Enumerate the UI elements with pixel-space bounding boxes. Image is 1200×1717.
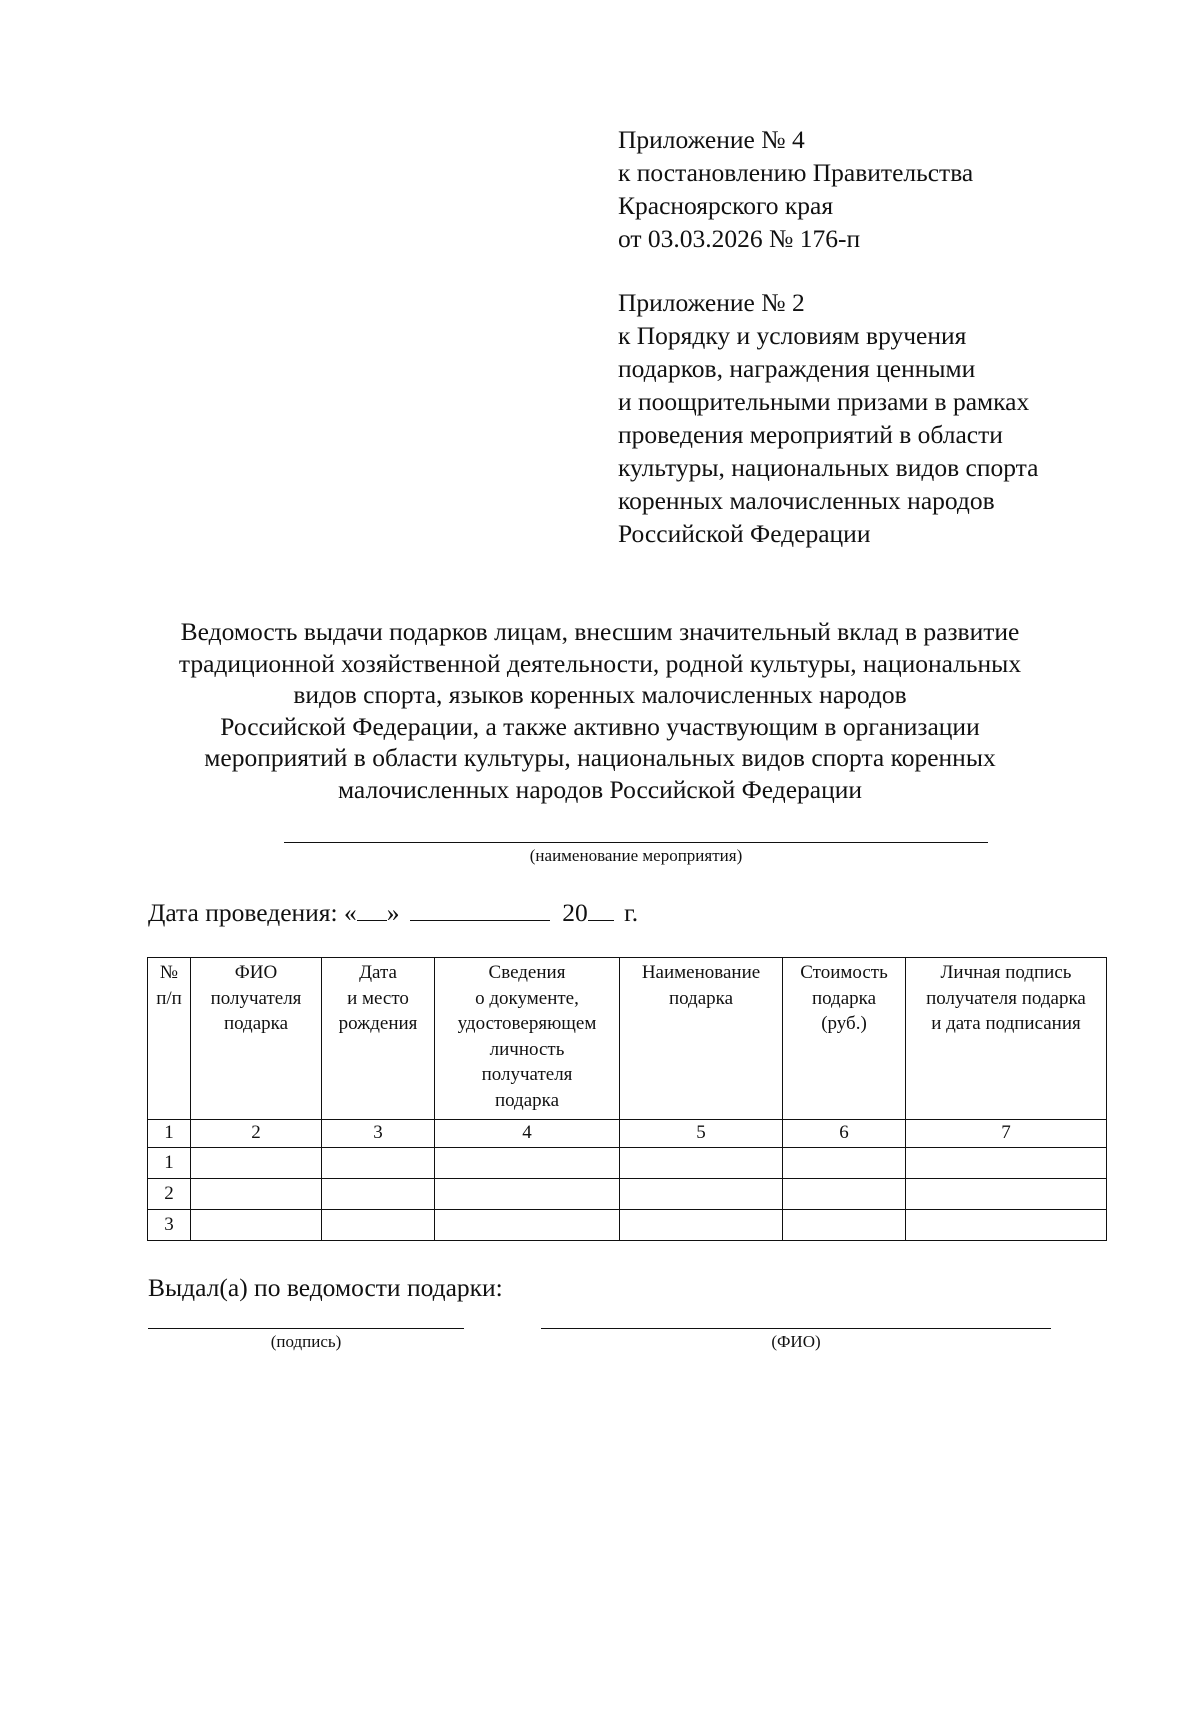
- month-blank[interactable]: [410, 896, 550, 921]
- title-line: традиционной хозяйственной деятельности, родной культуры, национальных: [178, 648, 1022, 678]
- name-line[interactable]: [541, 1328, 1051, 1329]
- column-number: 6: [783, 1120, 906, 1148]
- table-cell[interactable]: [906, 1179, 1107, 1210]
- table-cell[interactable]: [191, 1179, 322, 1210]
- signature-line[interactable]: [148, 1328, 464, 1329]
- column-number: 5: [620, 1120, 783, 1148]
- year-blank[interactable]: [588, 896, 614, 921]
- appendix-2-line: и поощрительными призами в рамках: [618, 387, 1030, 416]
- table-cell[interactable]: [620, 1179, 783, 1210]
- column-number: 2: [191, 1120, 322, 1148]
- appendix-2-line: Российской Федерации: [618, 519, 871, 548]
- column-number: 3: [322, 1120, 435, 1148]
- appendix-2-line: культуры, национальных видов спорта: [618, 453, 1039, 482]
- header-gift-name: Наименование подарка: [620, 958, 783, 1120]
- issued-label: Выдал(а) по ведомости подарки:: [148, 1273, 503, 1302]
- title-line: малочисленных народов Российской Федерации: [337, 774, 863, 804]
- header-birth-date-place: Дата и место рождения: [322, 958, 435, 1120]
- title-line: Ведомость выдачи подарков лицам, внесшим значительный вклад в развитие: [180, 617, 1020, 646]
- table-cell[interactable]: [322, 1148, 435, 1179]
- appendix-2-line: подарков, награждения ценными: [618, 354, 976, 383]
- table-cell[interactable]: [435, 1179, 620, 1210]
- table-header-row: [148, 958, 1107, 1120]
- header-gift-cost: Стоимость подарка (руб.): [783, 958, 906, 1120]
- table-cell[interactable]: [783, 1210, 906, 1241]
- appendix-2-line: Приложение № 2: [618, 288, 805, 317]
- table-cell[interactable]: [191, 1148, 322, 1179]
- date-label: Дата проведения:: [148, 898, 338, 927]
- document-title: [100, 616, 1100, 805]
- appendix-4-line: от 03.03.2026 № 176-п: [618, 224, 861, 253]
- event-name-caption: (наименование мероприятия): [529, 846, 743, 865]
- appendix-2-line: к Порядку и условиям вручения: [618, 321, 967, 350]
- day-blank[interactable]: [357, 896, 387, 921]
- table-cell[interactable]: [783, 1148, 906, 1179]
- table-cell[interactable]: [322, 1210, 435, 1241]
- appendix-2-line: проведения мероприятий в области: [618, 420, 1003, 449]
- table-cell[interactable]: [435, 1148, 620, 1179]
- title-line: мероприятий в области культуры, национальных видов спорта коренных: [204, 743, 996, 772]
- close-quote: »: [386, 898, 400, 927]
- table-cell[interactable]: [906, 1148, 1107, 1179]
- table-row: [148, 1148, 1107, 1179]
- column-number: 4: [435, 1120, 620, 1148]
- table-row: [148, 1210, 1107, 1241]
- column-number-row: [148, 1120, 1107, 1148]
- open-quote: «: [344, 898, 357, 927]
- title-line: видов спорта, языков коренных малочисленных народов: [293, 680, 907, 709]
- table-cell[interactable]: [783, 1179, 906, 1210]
- year-prefix: 20: [562, 898, 588, 927]
- signature-caption: (подпись): [270, 1332, 342, 1351]
- header-signature-date: Личная подпись получателя подарка и дата подписания: [906, 958, 1107, 1120]
- row-number: 2: [148, 1179, 191, 1210]
- appendix-4-line: Приложение № 4: [618, 125, 805, 154]
- title-line: Российской Федерации, а также активно участвующим в организации: [220, 711, 980, 741]
- appendix-4-line: к постановлению Правительства: [618, 158, 974, 187]
- event-name-line[interactable]: [284, 842, 988, 843]
- appendix-4-line: Красноярского края: [618, 191, 834, 220]
- column-number: 1: [148, 1120, 191, 1148]
- table-cell[interactable]: [906, 1210, 1107, 1241]
- table-row: [148, 1179, 1107, 1210]
- header-number: № п/п: [148, 958, 191, 1120]
- table-cell[interactable]: [322, 1179, 435, 1210]
- table-cell[interactable]: [191, 1210, 322, 1241]
- name-caption: (ФИО): [771, 1332, 821, 1351]
- year-suffix: г.: [624, 898, 639, 927]
- gift-issuance-table: [147, 957, 1107, 1241]
- table-cell[interactable]: [435, 1210, 620, 1241]
- column-number: 7: [906, 1120, 1107, 1148]
- header-recipient-name: ФИО получателя подарка: [191, 958, 322, 1120]
- appendix-4-block: [618, 123, 973, 255]
- table-cell[interactable]: [620, 1210, 783, 1241]
- table-cell[interactable]: [620, 1148, 783, 1179]
- date-row: [148, 896, 638, 930]
- appendix-2-block: [618, 286, 1038, 550]
- row-number: 3: [148, 1210, 191, 1241]
- row-number: 1: [148, 1148, 191, 1179]
- appendix-2-line: коренных малочисленных народов: [618, 486, 995, 515]
- header-id-document: Сведения о документе, удостоверяющем личность получателя подарка: [435, 958, 620, 1120]
